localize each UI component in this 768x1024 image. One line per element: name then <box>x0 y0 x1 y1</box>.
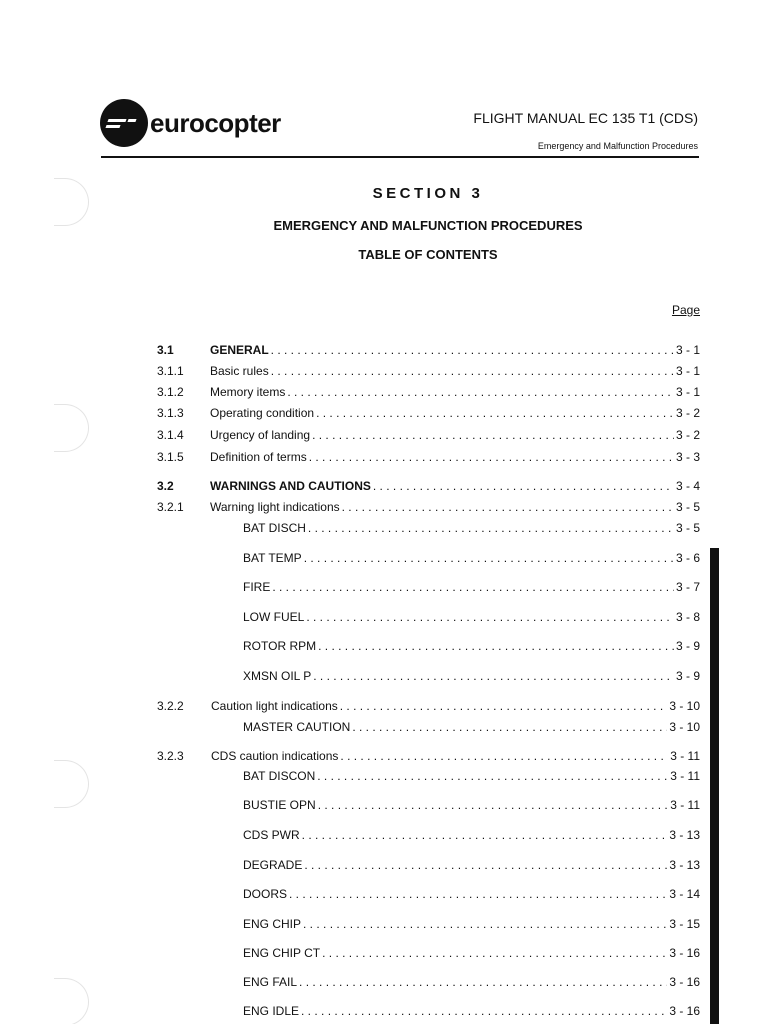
entry-label: Operating condition <box>210 406 315 420</box>
entry-page: 3 - 11 <box>670 749 700 763</box>
entry-page: 3 - 1 <box>675 385 700 399</box>
entry-page: 3 - 13 <box>669 858 700 872</box>
entry-label: Basic rules <box>210 364 269 378</box>
entry-page: 3 - 10 <box>669 699 700 713</box>
entry-label: DOORS <box>243 887 288 901</box>
entry-number: 3.1.2 <box>157 385 184 399</box>
entry-label: BAT DISCON <box>243 769 316 783</box>
entry-label: ENG FAIL <box>243 975 298 989</box>
entry-number: 3.2.1 <box>157 500 184 514</box>
toc-entry[interactable] <box>0 608 768 626</box>
entry-label: CDS PWR <box>243 828 300 842</box>
entry-label: Urgency of landing <box>210 428 311 442</box>
entry-page: 3 - 1 <box>675 343 700 357</box>
toc-entry[interactable] <box>0 826 768 844</box>
toc-heading: TABLE OF CONTENTS <box>358 247 498 262</box>
entry-number: 3.1.1 <box>157 364 184 378</box>
entry-label: LOW FUEL <box>243 610 305 624</box>
toc-entry[interactable] <box>0 477 768 495</box>
entry-page: 3 - 16 <box>669 946 700 960</box>
toc-entry[interactable] <box>0 747 768 765</box>
eurocopter-logo <box>100 99 281 147</box>
toc-entry[interactable] <box>0 549 768 567</box>
header-rule <box>101 156 699 158</box>
entry-page: 3 - 8 <box>675 610 700 624</box>
toc-entry[interactable] <box>0 426 768 444</box>
entry-label: ENG CHIP <box>243 917 302 931</box>
entry-page: 3 - 1 <box>675 364 700 378</box>
section-title: EMERGENCY AND MALFUNCTION PROCEDURES <box>273 218 583 233</box>
header-subtitle: Emergency and Malfunction Procedures <box>537 141 698 151</box>
revision-change-bar <box>710 548 719 1024</box>
entry-label: Memory items <box>210 385 286 399</box>
entry-page: 3 - 5 <box>675 500 700 514</box>
logo-emblem-icon <box>100 99 148 147</box>
entry-page: 3 - 11 <box>670 798 700 812</box>
entry-number: 3.1.4 <box>157 428 184 442</box>
entry-page: 3 - 7 <box>675 580 700 594</box>
entry-number: 3.1.5 <box>157 450 184 464</box>
toc-entry[interactable] <box>0 404 768 422</box>
entry-page: 3 - 16 <box>669 975 700 989</box>
toc-entry[interactable] <box>0 667 768 685</box>
entry-label: ENG IDLE <box>243 1004 300 1018</box>
page-column-label: Page <box>671 303 700 317</box>
entry-label: Definition of terms <box>210 450 307 464</box>
toc-entry[interactable] <box>0 697 768 715</box>
toc-entry[interactable] <box>0 915 768 933</box>
toc-entry[interactable] <box>0 885 768 903</box>
entry-label: BAT TEMP <box>243 551 302 565</box>
entry-label: XMSN OIL P <box>243 669 312 683</box>
toc-entry[interactable] <box>0 448 768 466</box>
entry-page: 3 - 3 <box>675 450 700 464</box>
manual-title: FLIGHT MANUAL EC 135 T1 (CDS) <box>473 110 698 126</box>
entry-label: BUSTIE OPN <box>243 798 316 812</box>
entry-page: 3 - 6 <box>675 551 700 565</box>
entry-page: 3 - 11 <box>670 769 700 783</box>
entry-label: MASTER CAUTION <box>243 720 351 734</box>
entry-number: 3.2.3 <box>157 749 184 763</box>
toc-entry[interactable] <box>0 973 768 991</box>
entry-page: 3 - 9 <box>675 669 700 683</box>
entry-page: 3 - 2 <box>675 428 700 442</box>
toc-entry[interactable] <box>0 341 768 359</box>
toc-entry[interactable] <box>0 856 768 874</box>
entry-label: GENERAL <box>210 343 269 357</box>
toc-entry[interactable] <box>0 1002 768 1020</box>
logo-wordmark: eurocopter <box>150 107 281 138</box>
entry-label: Warning light indications <box>210 500 340 514</box>
toc-entry[interactable] <box>0 796 768 814</box>
entry-label: BAT DISCH <box>243 521 306 535</box>
toc-entry[interactable] <box>0 383 768 401</box>
entry-number: 3.2.2 <box>157 699 184 713</box>
entry-number: 3.2 <box>157 479 174 493</box>
entry-label: FIRE <box>243 580 271 594</box>
entry-page: 3 - 13 <box>669 828 700 842</box>
entry-page: 3 - 16 <box>669 1004 700 1018</box>
entry-page: 3 - 5 <box>675 521 700 535</box>
toc-entry[interactable] <box>0 578 768 596</box>
entry-number: 3.1 <box>157 343 174 357</box>
toc-entry[interactable] <box>0 637 768 655</box>
entry-number: 3.1.3 <box>157 406 184 420</box>
entry-page: 3 - 2 <box>675 406 700 420</box>
entry-page: 3 - 10 <box>669 720 700 734</box>
entry-page: 3 - 15 <box>669 917 700 931</box>
entry-label: WARNINGS AND CAUTIONS <box>210 479 371 493</box>
section-number: SECTION 3 <box>372 185 484 202</box>
toc-entry[interactable] <box>0 498 768 516</box>
entry-page: 3 - 9 <box>675 639 700 653</box>
punch-hole-shadow <box>54 178 89 226</box>
toc-entry[interactable] <box>0 519 768 537</box>
entry-label: ROTOR RPM <box>243 639 317 653</box>
toc-entry[interactable] <box>0 767 768 785</box>
toc-entry[interactable] <box>0 718 768 736</box>
entry-label: ENG CHIP CT <box>243 946 321 960</box>
entry-label: CDS caution indications <box>211 749 339 763</box>
toc-entry[interactable] <box>0 362 768 380</box>
entry-page: 3 - 4 <box>675 479 700 493</box>
entry-label: Caution light indications <box>211 699 338 713</box>
toc-entry[interactable] <box>0 944 768 962</box>
entry-page: 3 - 14 <box>669 887 700 901</box>
entry-label: DEGRADE <box>243 858 303 872</box>
